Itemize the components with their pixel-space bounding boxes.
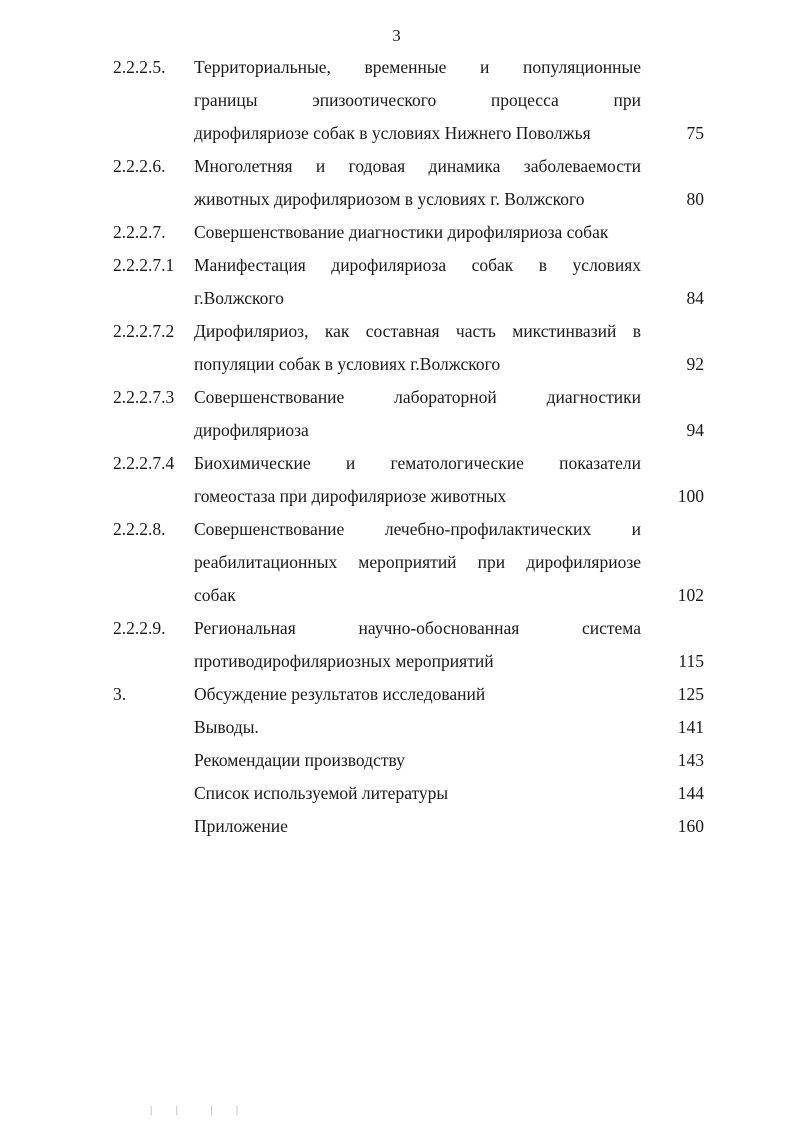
toc-entry-page: 102 (677, 585, 704, 605)
toc-entry-title (194, 447, 641, 513)
toc-entry-title-line: Биохимические и гематологические показатели (194, 453, 641, 473)
toc-entry-title (194, 150, 641, 216)
toc-entry (0, 612, 793, 678)
toc-entry-title-line: Совершенствование диагностики дирофиляриоза собак (194, 222, 609, 242)
toc-entry-page: 84 (686, 288, 704, 308)
toc-entry-number: 2.2.2.5. (113, 57, 166, 77)
toc-entry-title (194, 513, 641, 612)
toc-entry-number: 3. (113, 684, 127, 704)
toc-entry-number: 2.2.2.9. (113, 618, 166, 638)
toc-entry (0, 447, 793, 513)
toc-entry-title-line: Список используемой литературы (194, 783, 449, 803)
toc-entry-page: 144 (677, 783, 704, 803)
toc-entry-page: 92 (686, 354, 704, 374)
toc-entry-number: 2.2.2.6. (113, 156, 166, 176)
toc-entry (0, 249, 793, 315)
toc-entry (0, 711, 793, 744)
toc-entry (0, 51, 793, 150)
toc-entry-page: 75 (686, 123, 704, 143)
toc-entry-title-line: г.Волжского (194, 288, 284, 308)
toc-entry-title (194, 810, 641, 843)
toc-entry-title (194, 744, 641, 777)
toc-entry-title-line: гомеостаза при дирофиляриозе животных (194, 486, 507, 506)
toc-entry-title-line: популяции собак в условиях г.Волжского (194, 354, 501, 374)
toc-entry-title (194, 51, 641, 150)
table-of-contents (0, 51, 793, 843)
toc-entry-title (194, 777, 641, 810)
toc-entry-number: 2.2.2.8. (113, 519, 166, 539)
toc-entry (0, 381, 793, 447)
toc-entry-title (194, 381, 641, 447)
toc-entry (0, 315, 793, 381)
toc-entry-title-line: животных дирофиляриозом в условиях г. Волжского (194, 189, 585, 209)
toc-entry-title-line: границы эпизоотического процесса при (194, 90, 641, 110)
toc-entry-title-line: Приложение (194, 816, 288, 836)
toc-entry-number: 2.2.2.7.4 (113, 453, 175, 473)
toc-entry-title-line: Совершенствование лабораторной диагностики (194, 387, 641, 407)
toc-entry-title-line: Дирофиляриоз, как составная часть микстинвазий в (194, 321, 641, 341)
toc-entry-page: 94 (686, 420, 704, 440)
toc-entry-page: 100 (677, 486, 704, 506)
toc-entry-page: 115 (678, 651, 704, 671)
toc-entry-title (194, 249, 641, 315)
toc-entry (0, 513, 793, 612)
toc-entry-page: 160 (677, 816, 704, 836)
toc-entry-title-line: Многолетняя и годовая динамика заболеваемости (194, 156, 641, 176)
toc-entry-title-line: Обсуждение результатов исследований (194, 684, 486, 704)
toc-entry-title-line: Территориальные, временные и популяционные (194, 57, 641, 77)
toc-entry (0, 810, 793, 843)
toc-entry-title-line: Манифестация дирофиляриоза собак в условиях (194, 255, 641, 275)
toc-entry-title-line: Региональная научно-обоснованная система (194, 618, 641, 638)
toc-entry-title-line: Рекомендации производству (194, 750, 405, 770)
toc-entry-number: 2.2.2.7.2 (113, 321, 175, 341)
toc-entry-title-line: Совершенствование лечебно-профилактических и (194, 519, 641, 539)
toc-entry (0, 744, 793, 777)
toc-entry-title-line: реабилитационных мероприятий при дирофиляриозе (194, 552, 641, 572)
toc-entry-number: 2.2.2.7.1 (113, 255, 175, 275)
toc-entry (0, 150, 793, 216)
toc-entry-title (194, 711, 641, 744)
toc-entry-page: 125 (677, 684, 704, 704)
toc-entry-page: 141 (677, 717, 704, 737)
scan-marks: | | | | (150, 1104, 245, 1116)
toc-entry-page: 143 (677, 750, 704, 770)
toc-entry-title (194, 216, 641, 249)
toc-entry-title (194, 315, 641, 381)
toc-entry-number: 2.2.2.7.3 (113, 387, 175, 407)
toc-entry (0, 678, 793, 711)
toc-entry-page: 80 (686, 189, 704, 209)
page-number: 3 (392, 26, 401, 45)
toc-entry-title-line: дирофиляриоза (194, 420, 309, 440)
toc-entry (0, 777, 793, 810)
toc-entry-title-line: Выводы. (194, 717, 259, 737)
toc-entry-title-line: собак (194, 585, 236, 605)
toc-entry-number: 2.2.2.7. (113, 222, 166, 242)
toc-entry-title (194, 678, 641, 711)
toc-entry-title (194, 612, 641, 678)
toc-entry-title-line: дирофиляриозе собак в условиях Нижнего Поволжья (194, 123, 591, 143)
toc-entry (0, 216, 793, 249)
toc-entry-title-line: противодирофиляриозных мероприятий (194, 651, 494, 671)
